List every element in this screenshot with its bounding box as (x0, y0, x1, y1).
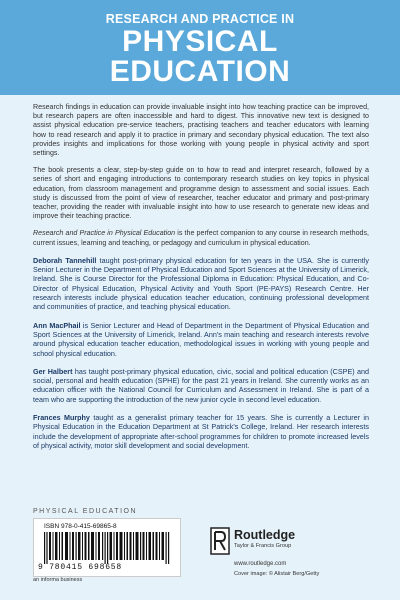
author-bio-text: taught as a generalist primary teacher for 15 years. She is currently a Lecturer in Physical Education in the Education Department at St Patrick's College, Ireland. Her research interests include the development of appropriate after-school programmes for children to promote increased levels of physical activity, motor skill development and social development. (33, 413, 369, 450)
author-bio (33, 321, 369, 358)
title-line-1: RESEARCH AND PRACTICE IN (105, 12, 295, 26)
back-cover-text (33, 103, 369, 459)
author-name: Deborah Tannehill (33, 255, 97, 265)
author-bio-text: has taught post-primary physical education, civic, social and political education (CSPE) and social, personal and health education (SPHE) for the past 21 years in Ireland. She currently works as an education officer with the National Council for Curriculum and Assessment in Ireland. She is part of a team who are supporting the introduction of the new junior cycle in second level education. (33, 366, 369, 404)
book-title-italic: Research and Practice in Physical Education (33, 229, 176, 238)
book-description (33, 103, 369, 248)
publisher-url: www.routledge.com (234, 561, 287, 567)
description-paragraph-2: The book presents a clear, step-by-step guide on to how to read and interpret research, followed by a series of short and engaging introductions to contemporary research studies on key topics in physical education, from classroom management and programme design to assessment and social issues. Each study is discussed from the point of view of researcher, teacher educator and primary and post-primary teacher, providing the reader with invaluable insight into how to use research to generate new ideas and improve their teaching practice. (33, 166, 369, 221)
description-paragraph-3-rest: is the perfect companion to any course in research methods, current issues, learning and teaching, or pedagogy and curriculum in physical education. (33, 229, 369, 247)
author-name: Ann MacPhail (33, 320, 81, 330)
isbn-text: ISBN 978-0-415-69865-8 (44, 523, 117, 530)
cover-credit: Cover image: © Alistair Berg/Getty (234, 571, 320, 577)
author-bio (33, 413, 369, 450)
barcode-icon (44, 532, 170, 564)
title-line-3: EDUCATION (109, 55, 291, 88)
routledge-logo-icon (210, 527, 230, 555)
description-paragraph-3 (33, 229, 369, 247)
author-bio (33, 256, 369, 312)
barcode-number: 9 780415 698658 (38, 563, 123, 572)
author-bio-text: taught post-primary physical education for ten years in the USA. She is currently Senior Lecturer in the Department of Physical Education and Sport Sciences at the University of Limerick, Ireland. She is Course Director for the Professional Diploma in Education: Physical Education, and Co-Director of Physical Education, Physical Activity and Youth Sport (PE-PAYS) Research Centre. Her research interests include physical education teacher education, continuing professional development and communities of practice, and teaching physical education. (33, 255, 369, 312)
author-bio (33, 367, 369, 404)
description-paragraph-1: Research findings in education can provide invaluable insight into how teaching practice can be improved, but research papers are often inaccessible and hard to digest. This innovative new text is designed to assist physical education pre-service teachers, practising teachers and teacher educators with learning how to read research and apply it to practice in primary and secondary physical education. The text also provides insights and implications for those working with young people in physical activity and sport settings. (33, 103, 369, 158)
author-name: Ger Halbert (33, 366, 73, 376)
author-bios (33, 256, 369, 450)
publisher-block (210, 527, 380, 577)
informa-tagline: an informa business (33, 577, 83, 583)
title-line-2: PHYSICAL (122, 25, 278, 58)
publisher-name: Routledge (234, 528, 296, 542)
series-label: PHYSICAL EDUCATION (33, 508, 138, 515)
barcode-box (33, 518, 181, 577)
publisher-subtitle: Taylor & Francis Group (234, 543, 292, 549)
author-name: Frances Murphy (33, 413, 90, 422)
author-bio-text: is Senior Lecturer and Head of Department in the Department of Physical Education and Sport Sciences at the University of Limerick, Ireland. Ann's main teaching and research interests revolve around physical education teacher education, methodological issues in working with young people and school physical education. (33, 320, 369, 358)
cover-header (0, 0, 400, 95)
